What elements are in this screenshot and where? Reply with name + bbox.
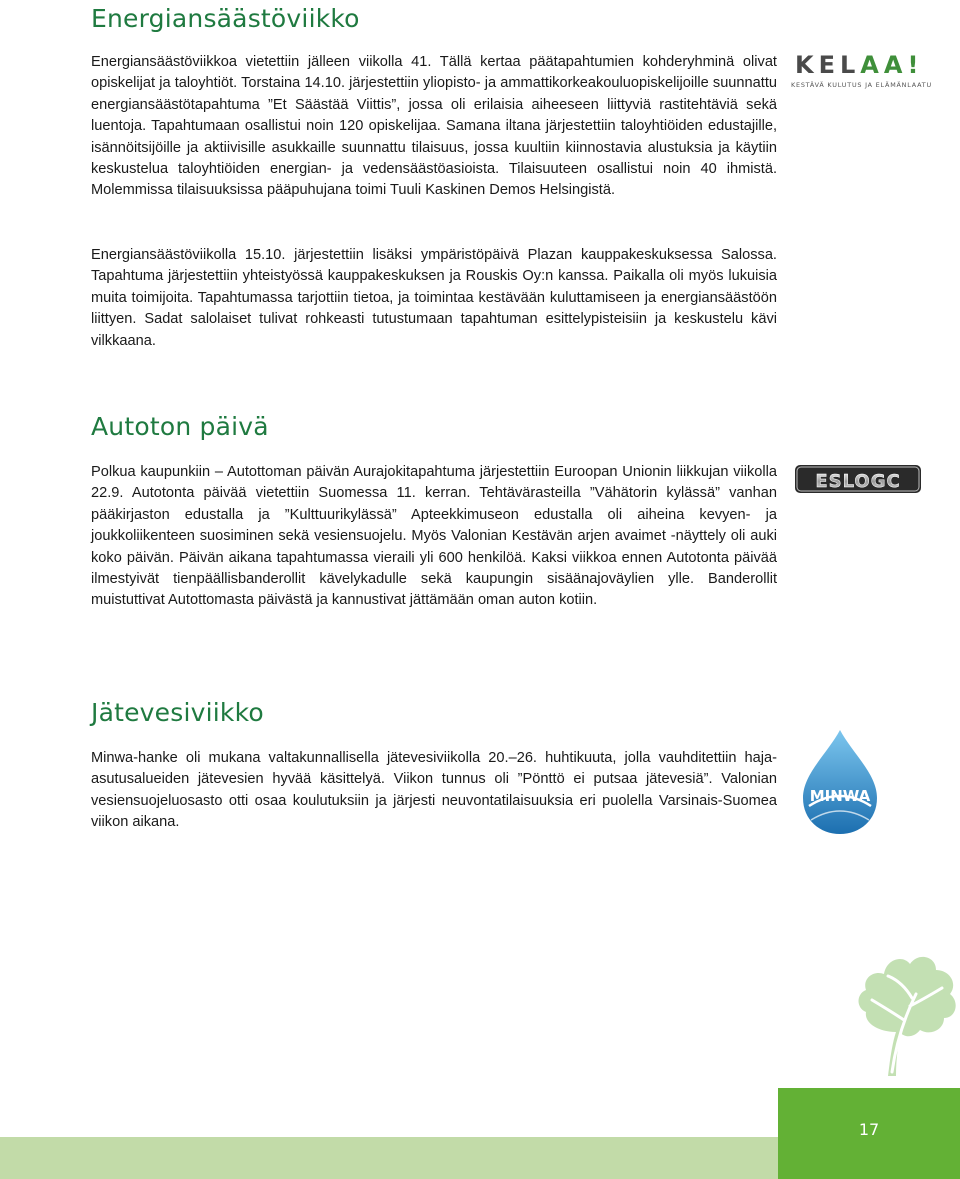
footer-band bbox=[0, 1137, 778, 1179]
kelaa-wordmark bbox=[795, 52, 923, 78]
oak-leaf-icon bbox=[852, 948, 960, 1078]
page-number: 17 bbox=[858, 1120, 880, 1139]
paragraph-energiansaastoviikko-1: Energiansäästöviikkoa vietettiin jälleen viikolla 41. Tällä kertaa päätapahtumien kohderyhminä olivat opiskelijat ja taloyhtiöt. Torstaina 14.10. järjestettiin yliopisto- ja ammattikorkeakouluopiskelijoille suunnattu energiansäästötapahtuma ”Et Säästää Viittis”, jossa oli erilaisia aiheeseen liittyviä rastitehtäviä sekä luentoja. Tapahtumaan osallistui noin 120 opiskelijaa. Samana iltana järjestettiin taloyhtiöiden edustajille, isännöitsijöille ja aktiivisille asukkaille suunnattu tilaisuus, jossa kuultiin kiinnostavia alustuksia ja käytiin keskustelua taloyhtiöiden energian- ja vedensäästöasioista. Tilaisuuteen osallistui noin 40 ihmistä. Molemmissa tilaisuuksissa pääpuhujana toimi Tuuli Kaskinen Demos Helsingistä. bbox=[91, 54, 777, 199]
minwa-logo-graphic bbox=[799, 728, 881, 836]
heading-jatevesiviikko: Jätevesiviikko bbox=[91, 698, 264, 727]
kelaa-word-green: AA! bbox=[860, 51, 924, 79]
heading-energiansaastoviikko: Energiansäästöviikko bbox=[91, 4, 360, 33]
paragraph-jatevesiviikko: Minwa-hanke oli mukana valtakunnallisella jätevesiviikolla 20.–26. huhtikuuta, jolla vauhditettiin haja-asutusalueiden jätevesien hyvää käsittelyä. Viikon tunnus oli ”Pönttö ei putsaa jätevesiä”. Valonian vesiensuojeluosasto otti osaa koulutuksiin ja järjesti neuvontatilaisuuksia eri puolella Varsinais-Suomea viikon aikana. bbox=[91, 750, 777, 831]
heading-autoton-paiva: Autoton päivä bbox=[91, 412, 269, 441]
water-drop-icon bbox=[799, 728, 881, 836]
kelaa-word-dark: KEL bbox=[795, 51, 861, 79]
eslogc-logo bbox=[794, 462, 922, 496]
minwa-logo-text: MINWA bbox=[809, 787, 871, 805]
kelaa-tagline: KESTÄVÄ KULUTUS JA ELÄMÄNLAATU bbox=[791, 81, 932, 89]
eslogc-logo-text: ESLOGC bbox=[815, 471, 901, 492]
paragraph-energiansaastoviikko-2: Energiansäästöviikolla 15.10. järjestettiin lisäksi ympäristöpäivä Plazan kauppakeskuksessa Salossa. Tapahtuma järjestettiin yhteistyössä kauppakeskuksen ja Rouskis Oy:n kanssa. Paikalla oli myös lukuisia muita toimijoita. Tapahtumassa tarjottiin tietoa, ja toimintaa kestävään kuluttamiseen ja energiansäästöön liittyen. Sadat salolaiset tulivat rohkeasti tutustumaan tapahtuman esittelypisteisiin ja keskustelu kävi vilkkaana. bbox=[91, 247, 777, 349]
eslogc-logo-graphic bbox=[794, 462, 922, 496]
paragraph-autoton-paiva: Polkua kaupunkiin – Autottoman päivän Aurajokitapahtuma järjestettiin Euroopan Unionin liikkujan viikolla 22.9. Autotonta päivää vietettiin Suomessa 11. kerran. Tehtävärasteilla ”Vähätorin kylässä” vanhan pääkirjaston edustalla ja ”Kulttuurikylässä” Apteekkimuseon edustalla oli aiheina kevyen- ja joukkoliikenteen suosiminen sekä vesiensuojelu. Myös Valonian Kestävän arjen avaimet -näyttely oli auki koko päivän. Päivän aikana tapahtumassa vieraili yli 600 henkilöä. Kaksi viikkoa ennen Autotonta päivää ilmestyivät tienpäällisbanderollit kävelykadulle sekä kaupungin sisäänajoväylien ylle. Banderollit muistuttivat Autottomasta päivästä ja kannustivat jättämään oman auton kotiin. bbox=[91, 464, 777, 609]
page-number-box bbox=[778, 1088, 960, 1179]
oak-leaf-graphic bbox=[852, 948, 960, 1078]
kelaa-logo bbox=[791, 52, 931, 92]
